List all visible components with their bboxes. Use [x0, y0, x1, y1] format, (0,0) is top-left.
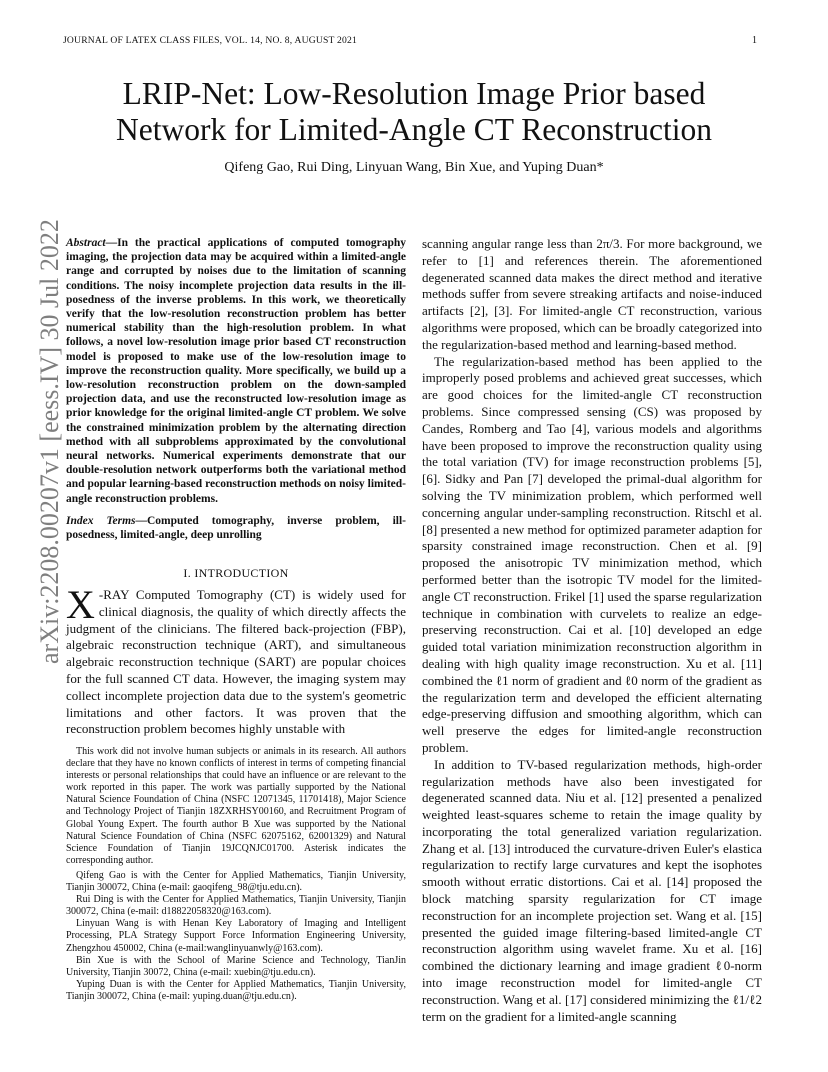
intro-paragraph: [66, 582, 406, 738]
funding-note: This work did not involve human subjects or animals in its research. All authors declare that they have no known conflicts of interest in terms of competing financial interests or personal relationships that could have an influence or are relevant to the work reported in this paper. The work was partially supported by the National Natural Science Foundation of China (NSFC 12071345, 11701418), Major Science and Technology Project of Tianjin 18ZXRHSY00160, and Recruitment Program of Global Young Expert. The fourth author B Xue was supported by the National Natural Science Foundation of China (NSFC 62075162, 62001329) and Natural Science Foundation of Tianjin 19JCQNJC01700. Asterisk indicates the corresponding author.: [66, 746, 406, 866]
title-line-1: LRIP-Net: Low-Resolution Image Prior based: [122, 76, 706, 111]
abstract: [66, 236, 406, 506]
title-line-2: Network for Limited-Angle CT Reconstruction: [115, 112, 713, 147]
body-paragraph: In addition to TV-based regularization methods, high-order regularization methods have also been investigated for degenerated scanned data. Niu et al. [12] presented a penalized weighted least-squares scheme to retain the image quality by incorporating the total generalized variation regularization. Zhang et al. [13] introduced the curvature-driven Euler's elastica regularization to rectify large curvatures and kept the isophotes smooth without erratic distortions. Cai et al. [14] proposed the block matching sparsity regularization for CT image reconstruction for an incomplete projection set. Wang et al. [15] presented the guided image filtering-based limited-angle CT reconstruction algorithm using wavelet frame. Xu et al. [16] combined the dictionary learning and image gradient ℓ0-norm into image reconstruction model for limited-angle CT reconstruction. Wang et al. [17] considered minimizing the ℓ1/ℓ2 term on the gradient for a limited-angle scanning: [422, 756, 762, 1024]
footnotes: [66, 746, 406, 1003]
body-paragraph: The regularization-based method has been applied to the improperly posed problems and achieved great successes, which are good choices for the limited-angle CT reconstruction problems. Since compressed sensing (CS) was proposed by Candes, Romberg and Tao [4], various models and algorithms have been proposed to improve the reconstruction quality using the total variation (TV) for image reconstruction problems [5], [6]. Sidky and Pan [7] developed the primal-dual algorithm for solving the TV minimization problem, which performed well concerning angular under-sampling reconstruction. Ritschl et al. [8] presented a new method for optimized parameter adaption for sparsity constrained image reconstruction. Chen et al. [9] proposed the anisotropic TV minimization method, which performed better than the isotropic TV model for the limited-angle CT reconstruction. Frikel [1] used the sparse regularization technique in combination with curvelets to realize an edge-preserving reconstruction. Cai et al. [10] developed an edge guided total variation minimization reconstruction algorithm in dealing with high quality image reconstruction. Xu et al. [11] combined the ℓ1 norm of gradient and ℓ0 norm of the gradient as the regularization term and developed the efficient alternating edge-preserving diffusion and smoothing algorithm, which can well preserve the edges for limited-angle reconstruction problem.: [422, 353, 762, 755]
running-header: JOURNAL OF LATEX CLASS FILES, VOL. 14, NO. 8, AUGUST 2021: [63, 35, 357, 46]
affiliation-note: Bin Xue is with the School of Marine Science and Technology, TianJin University, Tianjin 30072, China (e-mail: xuebin@tju.edu.cn).: [66, 954, 406, 978]
page-number: 1: [752, 35, 757, 46]
affiliation-note: Yuping Duan is with the Center for Applied Mathematics, Tianjin University, Tianjin 300072, China (e-mail: yuping.duan@tju.edu.cn).: [66, 978, 406, 1002]
abstract-text: —In the practical applications of computed tomography imaging, the projection data may be acquired within a limited-angle range and corrupted by noises due to the limitation of scanning conditions. The noisy incomplete projection data results in the ill-posedness of the inverse problems. In this work, we theoretically verify that the low-resolution reconstruction problem has better numerical stability than the high-resolution problem. In what follows, a novel low-resolution image prior based CT reconstruction model is proposed to make use of the low-resolution image to improve the reconstruction quality. More specifically, we build up a low-resolution reconstruction problem on the down-sampled projection data, and use the reconstructed low-resolution image as prior knowledge for the original limited-angle CT problem. We solve the constrained minimization problem by the alternating direction method with all subproblems approximated by the convolutional neural networks. Numerical experiments demonstrate that our double-resolution network outperforms both the variational method and popular learning-based reconstruction methods on noisy limited-angle reconstruction problems.: [66, 237, 406, 505]
paper-title: [40, 76, 788, 148]
drop-cap: X: [66, 582, 95, 627]
intro-text: -RAY Computed Tomography (CT) is widely used for clinical diagnosis, the quality of which directly affects the judgment of the clinicians. The filtered back-projection (FBP), algebraic reconstruction technique (ART), and simultaneous algebraic reconstruction technique (SART) are popular choices for the full scanned CT data. However, the imaging system may collect incomplete projection data due to the system's geometric limitations and other factors. It was proven that the reconstruction problem becomes highly unstable with: [66, 587, 406, 737]
index-terms-text: —Computed tomography, inverse problem, ill-posedness, limited-angle, deep unrolling: [66, 515, 406, 542]
affiliation-note: Rui Ding is with the Center for Applied Mathematics, Tianjin University, Tianjin 300072, China (e-mail: d18822058320@163.com).: [66, 894, 406, 918]
affiliation-note: Qifeng Gao is with the Center for Applied Mathematics, Tianjin University, Tianjin 300072, China (e-mail: gaoqifeng_98@tju.edu.cn).: [66, 869, 406, 894]
author-list: Qifeng Gao, Rui Ding, Linyuan Wang, Bin Xue, and Yuping Duan*: [224, 160, 604, 175]
arxiv-id: arXiv:2208.00207v1 [eess.IV] 30 Jul 2022: [35, 219, 64, 664]
affiliation-note: Linyuan Wang is with Henan Key Laboratory of Imaging and Intelligent Processing, PLA Strategy Support Force Information Engineering University, Zhengzhou 450002, China (e-mail:wanglinyuanwly@163.com).: [66, 918, 406, 954]
index-terms: [66, 514, 406, 542]
body-paragraph: scanning angular range less than 2π/3. For more background, we refer to [1] and references therein. The aforementioned degenerated scanned data makes the direct method and iterative methods suffer from severe streaking artifacts and noise-induced artifacts [2], [3]. For limited-angle CT reconstruction, various algorithms were proposed, which can be broadly categorized into the regularization-based method and learning-based method.: [422, 236, 762, 352]
abstract-label: Abstract: [66, 237, 106, 249]
index-terms-label: Index Terms: [66, 515, 136, 527]
section-heading: I. INTRODUCTION: [183, 566, 289, 580]
right-column: [422, 236, 762, 1025]
